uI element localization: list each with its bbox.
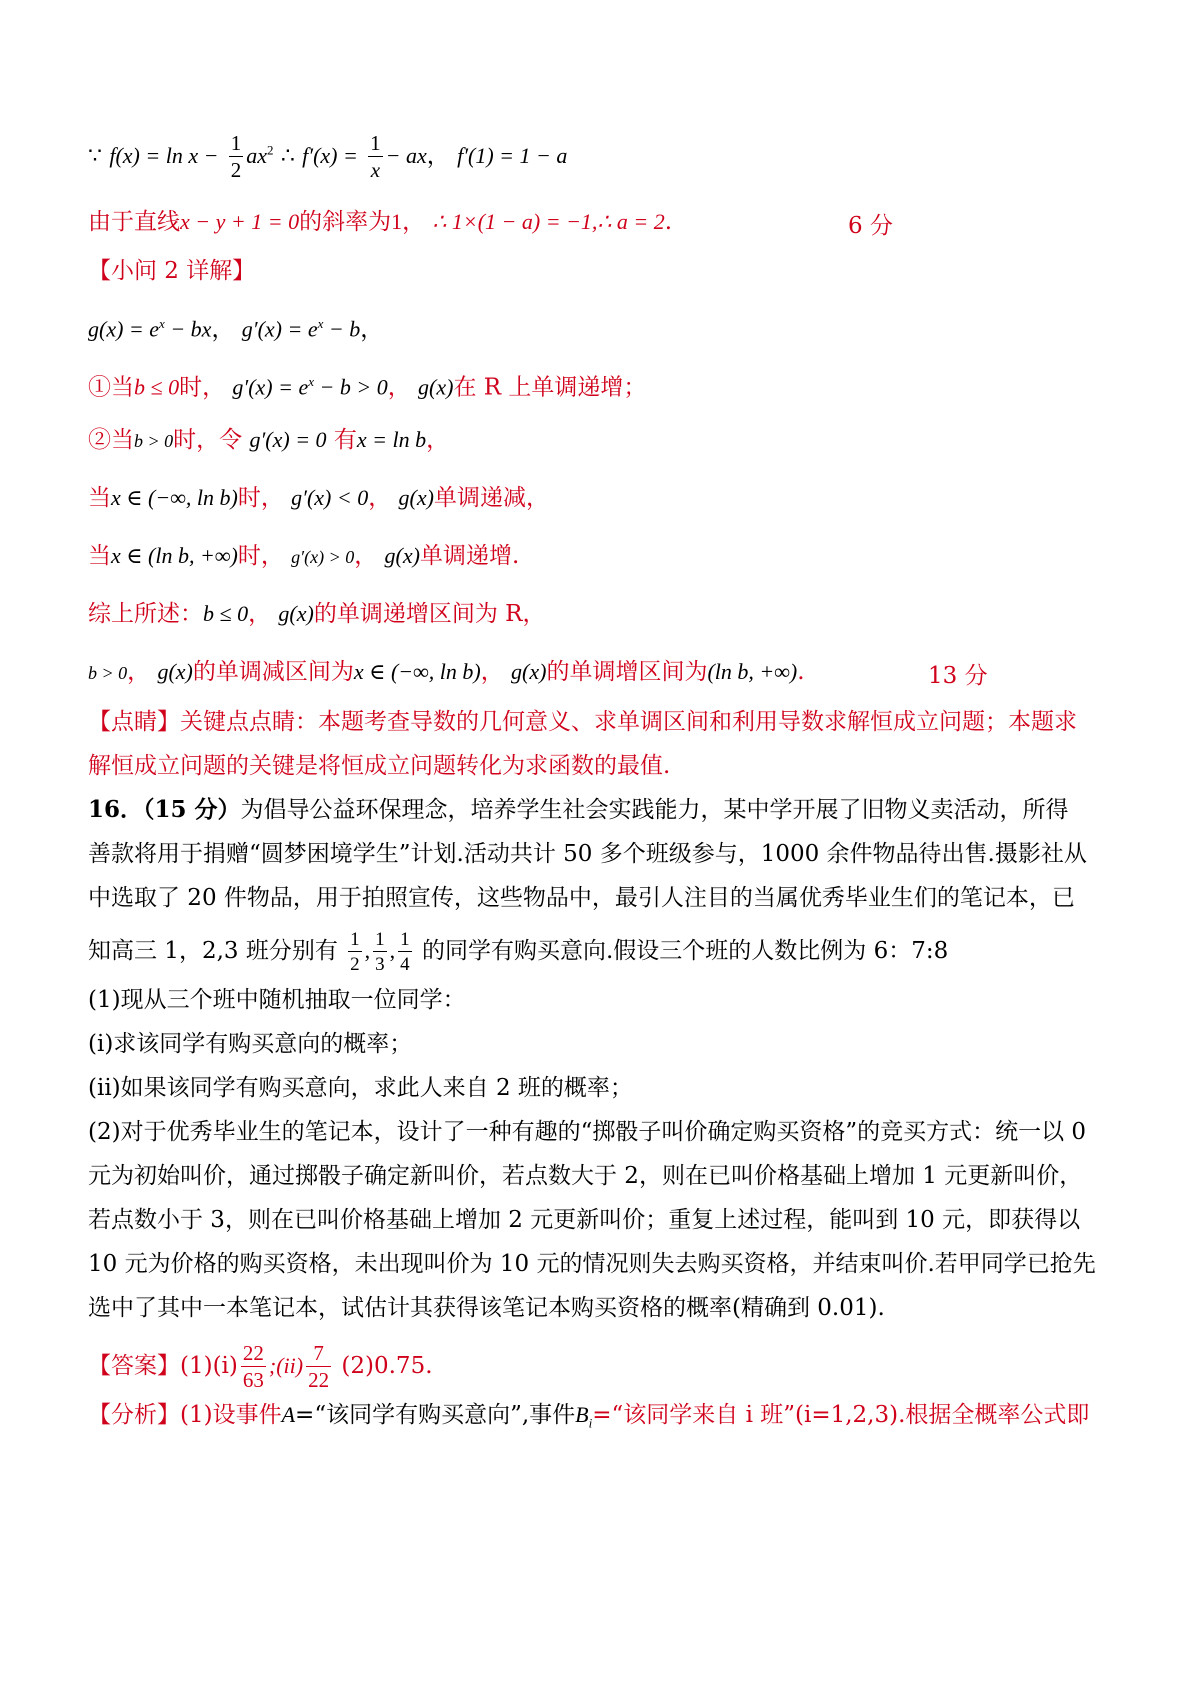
- answer-tag: 【答案】: [88, 1353, 180, 1379]
- slope-line: 由于直线x − y + 1 = 0的斜率为1， ∴ 1×(1 − a) = −1,∴ a = 2.: [88, 209, 673, 235]
- fraction-22-63: $\frac{22}{63}$: [242, 1341, 264, 1392]
- fraction-7-22: $\frac{7}{22}$: [308, 1341, 330, 1392]
- score-6: 6 分: [848, 213, 893, 239]
- summary-line-1: 综上所述：b ≤ 0， g(x)的单调递增区间为 R，: [88, 601, 546, 627]
- score-13: 13 分: [928, 663, 988, 689]
- question-16-line-3: 中选取了 20 件物品，用于拍照宣传，这些物品中，最引人注目的当属优秀毕业生们的笔记本，已: [88, 885, 1075, 911]
- fraction-one-over-x: $\frac{1}{x}$: [370, 131, 381, 182]
- analysis-line: 【分析】(1)设事件A=“该同学有购买意向”,事件$B_i=“$该同学来自 i 班”(i=1,2,3).根据全概率公式即: [88, 1402, 1090, 1431]
- part-2-line-2: 元为初始叫价，通过掷骰子确定新叫价，若点数大于 2，则在已叫价格基础上增加 1 元更新叫价，: [88, 1163, 1083, 1189]
- decreasing-interval-line: 当x ∈ (−∞, ln b)时， g′(x) < 0， g(x)单调递减，: [88, 485, 549, 511]
- case-1-line: ①当b ≤ 0时， $g'(x) = e^x - b > 0$， g(x)在 R 上单调递增；: [88, 374, 647, 401]
- part-1-ii: (ii)如果该同学有购买意向，求此人来自 2 班的概率；: [88, 1075, 633, 1101]
- increasing-interval-line: 当x ∈ (ln b, +∞)时， g′(x) > 0， g(x)单调递增.: [88, 543, 520, 569]
- fraction-one-quarter: $\frac{1}{4}$: [400, 929, 410, 975]
- comment-line-2: 解恒成立问题的关键是将恒成立问题转化为求函数的最值.: [88, 753, 671, 779]
- fraction-one-third: $\frac{1}{3}$: [375, 929, 385, 975]
- part-2-line-5: 选中了其中一本笔记本，试估计其获得该笔记本购买资格的概率(精确到 0.01).: [88, 1295, 885, 1321]
- part-2-line-3: 若点数小于 3，则在已叫价格基础上增加 2 元更新叫价；重复上述过程，能叫到 10 元，即获得以: [88, 1207, 1081, 1233]
- fraction-one-half: $\frac{1}{2}$: [350, 929, 360, 975]
- derivative-line: ∵ f(x) = ln x − $\frac{1}{2}$ $ax^2$ ∴ f′(x) = $\frac{1}{x}$ − ax， f′(1) = 1 − a: [88, 131, 568, 182]
- comment-line-1: 【点睛】关键点点睛：本题考查导数的几何意义、求单调区间和利用导数求解恒成立问题；本题求: [88, 709, 1077, 735]
- question-16-line-4: 知高三 1，2,3 班分别有 $\frac{1}{2}$ , $\frac{1}{3}$ , $\frac{1}{4}$ 的同学有购买意向.假设三个班的人数比例为 6：7:8: [88, 929, 949, 975]
- question-16-line-2: 善款将用于捐赠“圆梦困境学生”计划.活动共计 50 多个班级参与，1000 余件物品待出售.摄影社从: [88, 841, 1087, 867]
- part-2-line-4: 10 元为价格的购买资格，未出现叫价为 10 元的情况则失去购买资格，并结束叫价.若甲同学已抢先: [88, 1251, 1096, 1277]
- case-2-line: ②当b > 0时，令 g′(x) = 0 有x = ln b，: [88, 427, 450, 453]
- part-1-i: (i)求该同学有购买意向的概率；: [88, 1031, 413, 1057]
- part-1-intro: (1)现从三个班中随机抽取一位同学：: [88, 987, 466, 1013]
- analysis-tag: 【分析】: [88, 1402, 180, 1428]
- subquestion-2-heading: 【小问 2 详解】: [88, 258, 256, 284]
- answer-line: 【答案】(1)(i) $\frac{22}{63}$ ;(ii) $\frac{7}{22}$ (2)0.75.: [88, 1341, 433, 1392]
- part-2-line-1: (2)对于优秀毕业生的笔记本，设计了一种有趣的“掷骰子叫价确定购买资格”的竞买方式：统一以 0: [88, 1119, 1087, 1145]
- fraction-one-half: $\frac{1}{2}$: [230, 131, 242, 182]
- g-definition-line: $g(x) = e^x$ − bx， $g'(x) = e^x - b$，: [88, 316, 384, 343]
- summary-line-2: b > 0， g(x)的单调减区间为x ∈ (−∞, ln b)， g(x)的单调增区间为(ln b, +∞).: [88, 659, 805, 685]
- question-number: 16．（15 分）: [88, 796, 241, 823]
- question-16-line-1: 16．（15 分）为倡导公益环保理念，培养学生社会实践能力，某中学开展了旧物义卖活动，所得: [88, 796, 1069, 823]
